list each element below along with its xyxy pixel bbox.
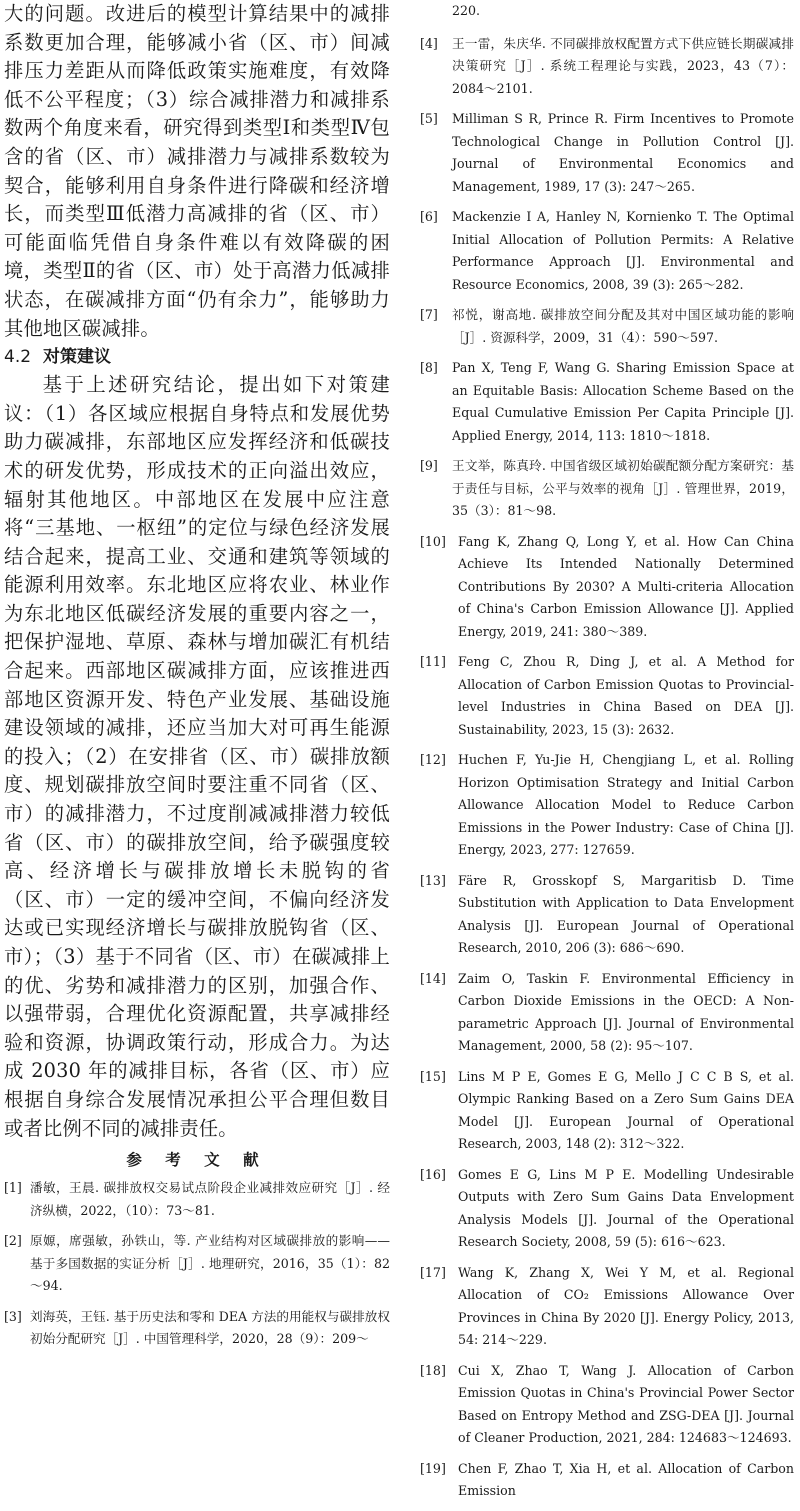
reference-item: [420, 651, 794, 741]
conclusion-paragraph: 大的问题。改进后的模型计算结果中的减排系数更加合理，能够减小省（区、市）间减排压力差距从而降低政策实施难度，有效降低不公平程度；（3）综合减排潜力和减排系数两个角度来看，研究得到类型Ⅰ和类型Ⅳ包含的省（区、市）减排潜力与减排系数较为契合，能够利用自身条件进行降碳和经济增长，而类型Ⅲ低潜力高减排的省（区、市）可能面临凭借自身条件难以有效降碳的困境，类型Ⅱ的省（区、市）处于高潜力低减排状态，在碳减排方面“仍有余力”，能够助力其他地区碳减排。: [4, 2, 390, 340]
left-column: [4, 0, 390, 1359]
reference-number: [17]: [420, 1264, 446, 1280]
section-number: 4.2: [4, 347, 32, 368]
reference-text: Wang K, Zhang X, Wei Y M, et al. Regional Allocation of CO₂ Emissions Allowance Over Provinces in China By 2020 [J]. Energy Policy, 2013, 54: 214～229.: [458, 1264, 794, 1347]
reference-number: [18]: [420, 1362, 446, 1378]
reference-item: [420, 1164, 794, 1254]
reference-item: [420, 968, 794, 1058]
references-title: 参 考 文 献: [126, 1151, 268, 1170]
reference-text: Mackenzie I A, Hanley N, Kornienko T. The Optimal Initial Allocation of Pollution Permits: A Relative Performance Approach [J]. Environmental and Resource Economics, 2008, 39 (3): 265～282.: [452, 209, 794, 292]
reference-item: [420, 870, 794, 960]
reference-item: [420, 1360, 794, 1450]
reference-number: [7]: [420, 307, 438, 322]
reference-text: Gomes E G, Lins M P E. Modelling Undesirable Outputs with Zero Sum Gains Data Envelopment Analysis Models [J]. Journal of the Operational Research Society, 2008, 59 (5): 616～623.: [458, 1166, 794, 1249]
reference-item: [420, 1066, 794, 1156]
reference-item: [420, 1262, 794, 1352]
reference-item: [4, 1306, 390, 1351]
reference-text: Milliman S R, Prince R. Firm Incentives to Promote Technological Change in Pollution Control [J]. Journal of Environmental Economics and Management, 1989, 17 (3): 247～265.: [452, 111, 794, 194]
reference-text: 王文举，陈真玲. 中国省级区域初始碳配额分配方案研究：基于责任与目标，公平与效率的视角［J］. 管理世界，2019，35（3）：81～98.: [452, 458, 794, 518]
reference-number: [12]: [420, 752, 446, 767]
reference-number: [10]: [420, 533, 446, 549]
reference-number: [5]: [420, 111, 438, 126]
reference-continuation: 220.: [452, 3, 481, 18]
reference-number: [15]: [420, 1068, 446, 1084]
reference-text: 潘敏，王晨. 碳排放权交易试点阶段企业减排效应研究［J］. 经济纵横，2022，（10）：73～81.: [30, 1180, 390, 1218]
reference-number: [2]: [4, 1233, 22, 1249]
reference-text: 王一雷，朱庆华. 不同碳排放权配置方式下供应链长期碳减排决策研究［J］. 系统工程理论与实践，2023，43（7）：2084～2101.: [452, 35, 794, 96]
reference-number: [13]: [420, 872, 446, 888]
reference-text: Feng C, Zhou R, Ding J, et al. A Method for Allocation of Carbon Emission Quotas to Provincial-level Industries in China Based on DEA [J]. Sustainability, 2023, 15 (3): 2632.: [458, 654, 794, 737]
references-list-left: [4, 1177, 390, 1351]
reference-item: [420, 33, 794, 101]
reference-number: [6]: [420, 209, 438, 224]
reference-text: 祁悦，谢高地. 碳排放空间分配及其对中国区域功能的影响［J］. 资源科学，2009，31（4）：590～597.: [452, 307, 794, 345]
reference-text: Chen F, Zhao T, Xia H, et al. Allocation of Carbon Emission: [458, 1460, 794, 1498]
reference-number: [14]: [420, 970, 446, 986]
reference-text: 刘海英，王钰. 基于历史法和零和 DEA 方法的用能权与碳排放权初始分配研究［J］. 中国管理科学，2020，28（9）：209～: [30, 1308, 390, 1347]
section-heading: [4, 343, 390, 371]
reference-text: Zaim O, Taskin F. Environmental Efficiency in Carbon Dioxide Emissions in the OECD: A Non-parametric Approach [J]. Journal of Environmental Management, 2000, 58 (2): 95～107.: [458, 970, 794, 1053]
reference-number: [4]: [420, 35, 438, 51]
references-list-right: [420, 33, 794, 1503]
recommendations-paragraph: 基于上述研究结论，提出如下对策建议：（1）各区域应根据自身特点和发展优势助力碳减排，东部地区应发挥经济和低碳技术的研发优势，形成技术的正向溢出效应，辐射其他地区。中部地区在发展中应注意将“三基地、一枢纽”的定位与绿色经济发展结合起来，提高工业、交通和建筑等领域的能源利用效率。东北地区应将农业、林业作为东北地区低碳经济发展的重要内容之一，把保护湿地、草原、森林与增加碳汇有机结合起来。西部地区碳减排方面，应该推进西部地区资源开发、特色产业发展、基础设施建设领域的减排，还应当加大对可再生能源的投入；（2）在安排省（区、市）碳排放额度、规划碳排放空间时要注重不同省（区、市）的减排潜力，不过度削减减排潜力较低省（区、市）的碳排放空间，给予碳强度较高、经济增长与碳排放增长未脱钩的省（区、市）一定的缓冲空间，不偏向经济发达或已实现经济增长与碳排放脱钩省（区、市）；（3）基于不同省（区、市）在碳减排上的优、劣势和减排潜力的区别，加强合作、以强带弱，合理优化资源配置，共享减排经验和资源，协调政策行动，形成合力。为达成 2030 年的减排目标，各省（区、市）应根据自身综合发展情况承担公平合理但数目或者比例不同的减排责任。: [4, 373, 390, 1140]
reference-number: [8]: [420, 360, 438, 375]
reference-text: Färe R, Grosskopf S, Margaritisb D. Time Substitution with Application to Data Envelopment Analysis [J]. European Journal of Operational Research, 2010, 206 (3): 686～690.: [458, 872, 794, 955]
reference-text: 原嫄，席强敏，孙铁山，等. 产业结构对区域碳排放的影响——基于多国数据的实证分析［J］. 地理研究，2016，35（1）：82～94.: [30, 1233, 390, 1294]
reference-item: [420, 749, 794, 862]
reference-text: Pan X, Teng F, Wang G. Sharing Emission Space at an Equitable Basis: Allocation Scheme Based on the Equal Cumulative Emission Per Capita Principle [J]. Applied Energy, 2014, 113: 1810～1818.: [452, 360, 794, 443]
reference-item: [420, 531, 794, 644]
reference-item: [420, 357, 794, 447]
section-title: 对策建议: [43, 347, 112, 368]
reference-number: [9]: [420, 458, 438, 473]
reference-item: [420, 304, 794, 349]
reference-number: [19]: [420, 1460, 446, 1476]
reference-number: [1]: [4, 1180, 22, 1196]
reference-item: [420, 1458, 794, 1503]
reference-item: [420, 108, 794, 198]
reference-number: [11]: [420, 654, 446, 669]
reference-item: [420, 206, 794, 296]
right-column: [420, 0, 794, 1511]
reference-text: Fang K, Zhang Q, Long Y, et al. How Can China Achieve Its Intended Nationally Determined Contributions By 2030? A Multi-criteria Allocation of China's Carbon Emission Allowance [J]. Applied Energy, 2019, 241: 380～389.: [458, 533, 794, 639]
reference-item: [4, 1230, 390, 1298]
reference-number: [16]: [420, 1166, 446, 1182]
reference-item: [4, 1177, 390, 1222]
reference-number: [3]: [4, 1308, 22, 1324]
reference-text: Huchen F, Yu-Jie H, Chengjiang L, et al. Rolling Horizon Optimisation Strategy and Initial Carbon Allowance Allocation Model to Reduce Carbon Emissions in the Power Industry: Case of China [J]. Energy, 2023, 277: 127659.: [458, 752, 794, 857]
reference-text: Lins M P E, Gomes E G, Mello J C C B S, et al. Olympic Ranking Based on a Zero Sum Gains DEA Model [J]. European Journal of Operational Research, 2003, 148 (2): 312～322.: [458, 1068, 794, 1151]
reference-text: Cui X, Zhao T, Wang J. Allocation of Carbon Emission Quotas in China's Provincial Power Sector Based on Entropy Method and ZSG-DEA [J]. Journal of Cleaner Production, 2021, 284: 124683～124693.: [458, 1362, 794, 1445]
reference-item: [420, 455, 794, 523]
